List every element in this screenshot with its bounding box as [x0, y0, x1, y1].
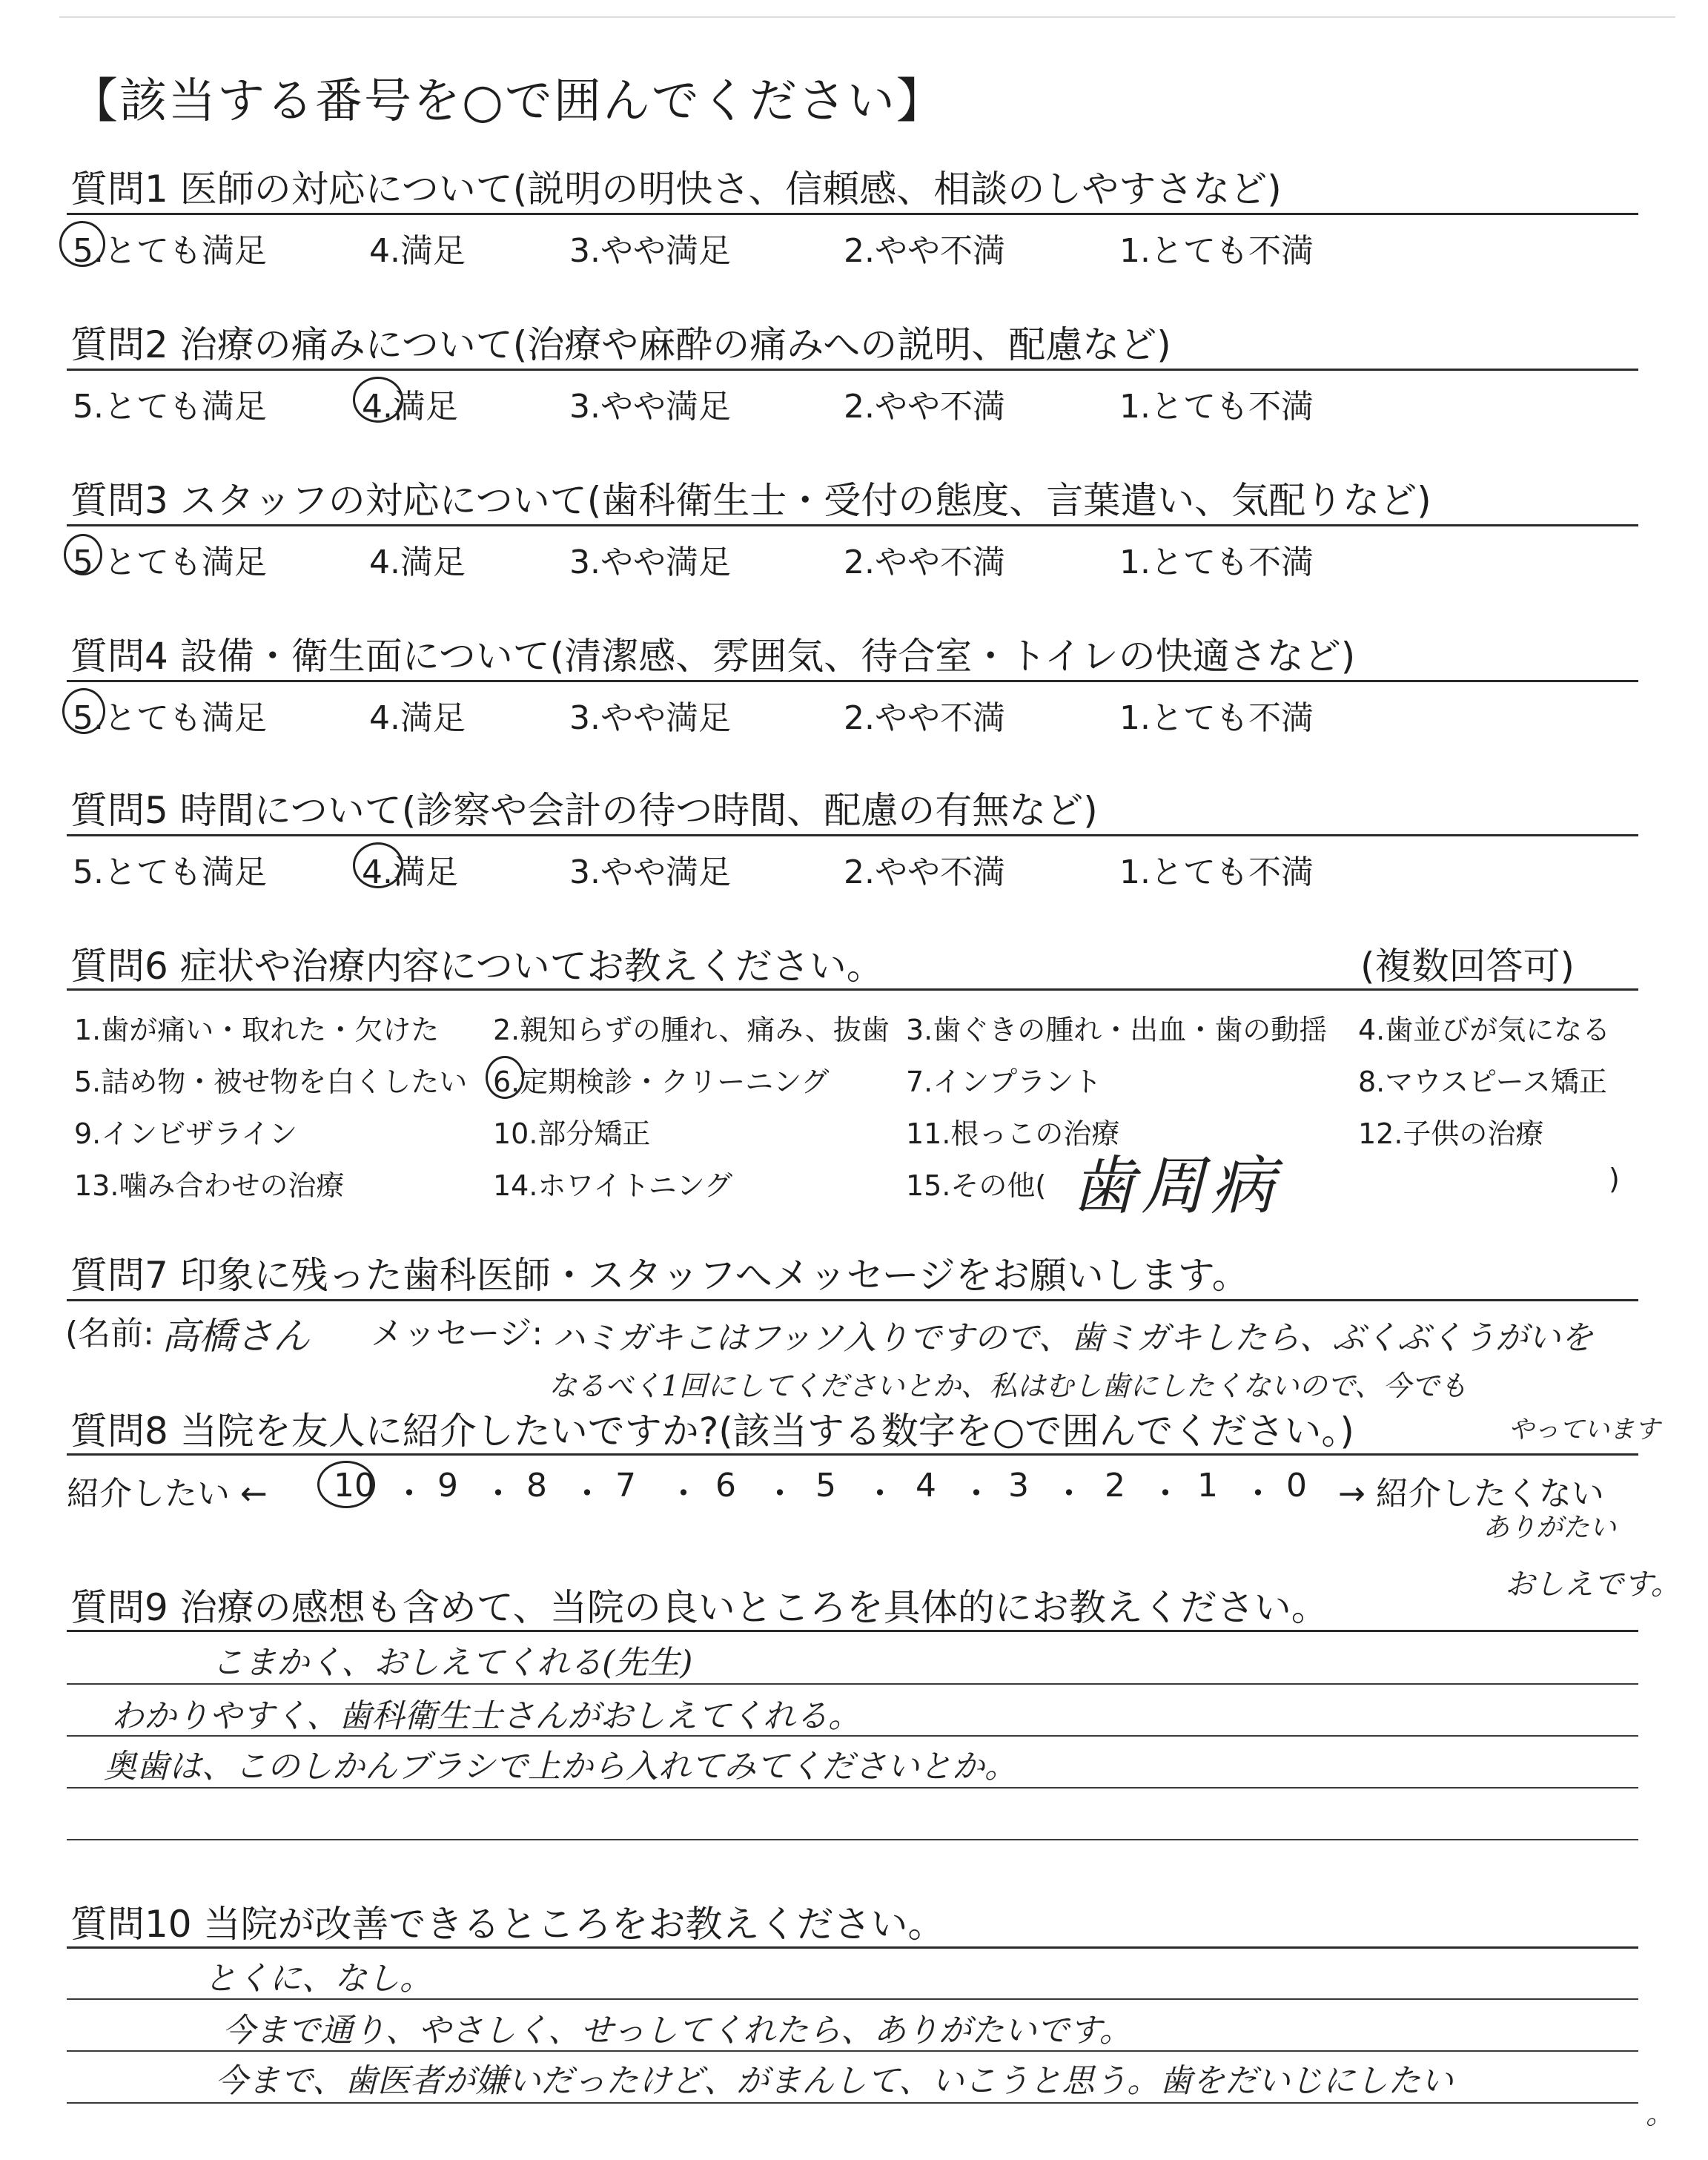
- q8-scale-dot: ・: [1053, 1475, 1085, 1513]
- q2-option-5: 5.とても満足: [73, 388, 267, 426]
- q8-scale-dot: ・: [864, 1475, 896, 1513]
- q9-answer-line: [67, 1787, 1638, 1789]
- q1-underline: [67, 213, 1638, 215]
- q8-scale-2: 2: [1105, 1467, 1125, 1505]
- q3-option-4: 4.満足: [369, 544, 466, 581]
- q2-option-2: 2.やや不満: [844, 388, 1005, 426]
- q6-option-3: 3.歯ぐきの腫れ・出血・歯の動揺: [906, 1014, 1328, 1046]
- q4-option-5: 5.とても満足: [73, 699, 267, 737]
- q5-option-3: 3.やや満足: [569, 853, 731, 891]
- q7-name-value: 高橋さん: [162, 1315, 310, 1358]
- q5-option-1: 1.とても不満: [1119, 853, 1314, 891]
- q10-answer-4: 。: [1646, 2098, 1675, 2130]
- q9-answer-line: [67, 1683, 1638, 1685]
- q4-option-3: 3.やや満足: [569, 699, 731, 737]
- q6-option-7: 7.インプラント: [906, 1066, 1102, 1098]
- q2-option-1: 1.とても不満: [1119, 388, 1314, 426]
- form-instruction: 【該当する番号を○で囲んでください】: [70, 74, 945, 129]
- q8-scale-dot: ・: [667, 1475, 700, 1513]
- q7-message-line2: なるべく1回にしてくださいとか、私はむし歯にしたくないので、今でも: [549, 1370, 1468, 1402]
- q6-title: 質問6 症状や治療内容についてお教えください。: [70, 945, 884, 988]
- q8-scale-dot: ・: [960, 1475, 993, 1513]
- q10-answer-1: とくに、なし。: [204, 1960, 432, 1998]
- q9-answer-line: [67, 1839, 1638, 1840]
- q6-option-15: 15.その他(: [906, 1169, 1047, 1202]
- q4-option-4: 4.満足: [369, 699, 466, 737]
- q6-underline: [67, 988, 1638, 991]
- q2-underline: [67, 369, 1638, 371]
- q6-option-12: 12.子供の治療: [1358, 1117, 1544, 1150]
- q2-option-4: 4.満足: [362, 388, 458, 426]
- q6-option-9: 9.インビザライン: [74, 1117, 298, 1150]
- q1-selected-circle: [59, 221, 105, 267]
- q5-option-4: 4.満足: [362, 853, 458, 891]
- q8-scale-10: 10: [334, 1467, 375, 1505]
- q8-left-label: 紹介したい ←: [67, 1475, 268, 1513]
- q7-title: 質問7 印象に残った歯科医師・スタッフへメッセージをお願いします。: [70, 1254, 1249, 1297]
- q4-option-2: 2.やや不満: [844, 699, 1005, 737]
- q10-title: 質問10 当院が改善できるところをお教えください。: [70, 1903, 945, 1946]
- q4-title: 質問4 設備・衛生面について(清潔感、雰囲気、待合室・トイレの快適さなど): [70, 635, 1356, 678]
- q1-option-2: 2.やや不満: [844, 232, 1005, 270]
- q7-message-line4: ありがたい: [1483, 1513, 1617, 1543]
- q6-option-2: 2.親知らずの腫れ、痛み、抜歯: [493, 1014, 890, 1046]
- q5-selected-circle: [353, 842, 403, 888]
- q8-scale-9: 9: [437, 1467, 458, 1505]
- q3-title: 質問3 スタッフの対応について(歯科衛生士・受付の態度、言葉遣い、気配りなど): [70, 479, 1431, 522]
- q8-scale-dot: ・: [1242, 1475, 1274, 1513]
- q3-underline: [67, 524, 1638, 526]
- q1-option-5: 5.とても満足: [73, 232, 267, 270]
- q4-option-1: 1.とても不満: [1119, 699, 1314, 737]
- q6-selected-circle: [486, 1056, 524, 1099]
- q10-answer-2: 今まで通り、やさしく、せっしてくれたら、ありがたいです。: [222, 2012, 1132, 2050]
- q8-scale-7: 7: [615, 1467, 636, 1505]
- q8-scale-0: 0: [1286, 1467, 1307, 1505]
- q2-selected-circle: [353, 377, 403, 423]
- q7-underline: [67, 1299, 1638, 1301]
- q3-option-1: 1.とても不満: [1119, 544, 1314, 581]
- q9-answer-1: こまかく、おしえてくれる(先生): [211, 1644, 693, 1682]
- q1-title: 質問1 医師の対応について(説明の明快さ、信頼感、相談のしやすさなど): [70, 168, 1282, 211]
- q8-scale-dot: ・: [482, 1475, 514, 1513]
- q6-other-close-paren: ): [1609, 1163, 1620, 1195]
- q9-answer-3: 奥歯は、このしかんブラシで上から入れてみてくださいとか。: [104, 1748, 1017, 1786]
- q9-underline: [67, 1630, 1638, 1632]
- q6-option-10: 10.部分矯正: [493, 1117, 651, 1150]
- q9-title: 質問9 治療の感想も含めて、当院の良いところを具体的にお教えください。: [70, 1586, 1328, 1629]
- q5-option-2: 2.やや不満: [844, 853, 1005, 891]
- q6-option-5: 5.詰め物・被せ物を白くしたい: [74, 1066, 468, 1098]
- q8-right-label: → 紹介したくない: [1338, 1475, 1604, 1513]
- q7-message-line5: おしえです。: [1505, 1568, 1681, 1602]
- q3-option-3: 3.やや満足: [569, 544, 731, 581]
- q5-title: 質問5 時間について(診察や会計の待つ時間、配慮の有無など): [70, 789, 1098, 832]
- q6-option-4: 4.歯並びが気になる: [1358, 1014, 1611, 1046]
- q1-option-1: 1.とても不満: [1119, 232, 1314, 270]
- q1-option-4: 4.満足: [369, 232, 466, 270]
- q8-underline: [67, 1453, 1638, 1456]
- q6-other-handwritten: 歯周病: [1071, 1149, 1280, 1223]
- q8-title: 質問8 当院を友人に紹介したいですか?(該当する数字を○で囲んでください。): [70, 1410, 1354, 1453]
- q8-selected-circle: [317, 1461, 375, 1508]
- q8-scale-5: 5: [815, 1467, 836, 1505]
- q7-message-label: メッセージ:: [371, 1315, 543, 1353]
- q8-scale-1: 1: [1197, 1467, 1218, 1505]
- q2-option-3: 3.やや満足: [569, 388, 731, 426]
- q6-option-6: 6.定期検診・クリーニング: [493, 1066, 830, 1098]
- q9-answer-2: わかりやすく、歯科衛生士さんがおしえてくれる。: [111, 1697, 861, 1735]
- q7-name-label: (名前:: [65, 1315, 154, 1353]
- q2-title: 質問2 治療の痛みについて(治療や麻酔の痛みへの説明、配慮など): [70, 323, 1171, 366]
- q8-scale-3: 3: [1008, 1467, 1029, 1505]
- q5-option-5: 5.とても満足: [73, 853, 267, 891]
- q3-option-5: 5 とても満足: [73, 544, 267, 581]
- q3-selected-circle: [64, 534, 102, 575]
- q3-option-2: 2.やや不満: [844, 544, 1005, 581]
- q8-scale-dot: ・: [1149, 1475, 1182, 1513]
- q8-scale-6: 6: [715, 1467, 736, 1505]
- top-edge-line: [59, 16, 1675, 18]
- q8-scale-dot: ・: [571, 1475, 603, 1513]
- q1-option-3: 3.やや満足: [569, 232, 731, 270]
- q8-scale-dot: ・: [764, 1475, 796, 1513]
- q8-scale-8: 8: [526, 1467, 547, 1505]
- q5-underline: [67, 834, 1638, 836]
- q8-scale-4: 4: [916, 1467, 936, 1505]
- q4-underline: [67, 680, 1638, 682]
- q6-option-13: 13.噛み合わせの治療: [74, 1169, 345, 1202]
- q6-multiple-note: (複数回答可): [1360, 945, 1575, 988]
- q6-option-11: 11.根っこの治療: [906, 1117, 1120, 1150]
- q7-message-line1: ハミガキこはフッソ入りですので、歯ミガキしたら、ぶくぶくうがいを: [552, 1319, 1594, 1357]
- q6-option-1: 1.歯が痛い・取れた・欠けた: [74, 1014, 440, 1046]
- q6-option-8: 8.マウスピース矯正: [1358, 1066, 1607, 1098]
- q10-answer-3: 今まで、歯医者が嫌いだったけど、がまんして、いこうと思う。歯をだいじにしたい: [215, 2062, 1454, 2100]
- q10-answer-line: [67, 2102, 1638, 2104]
- q10-underline: [67, 1946, 1638, 1949]
- q7-message-line3: やっています: [1509, 1415, 1660, 1444]
- q4-selected-circle: [62, 688, 105, 734]
- q6-option-14: 14.ホワイトニング: [493, 1169, 733, 1202]
- q8-scale-dot: ・: [393, 1475, 426, 1513]
